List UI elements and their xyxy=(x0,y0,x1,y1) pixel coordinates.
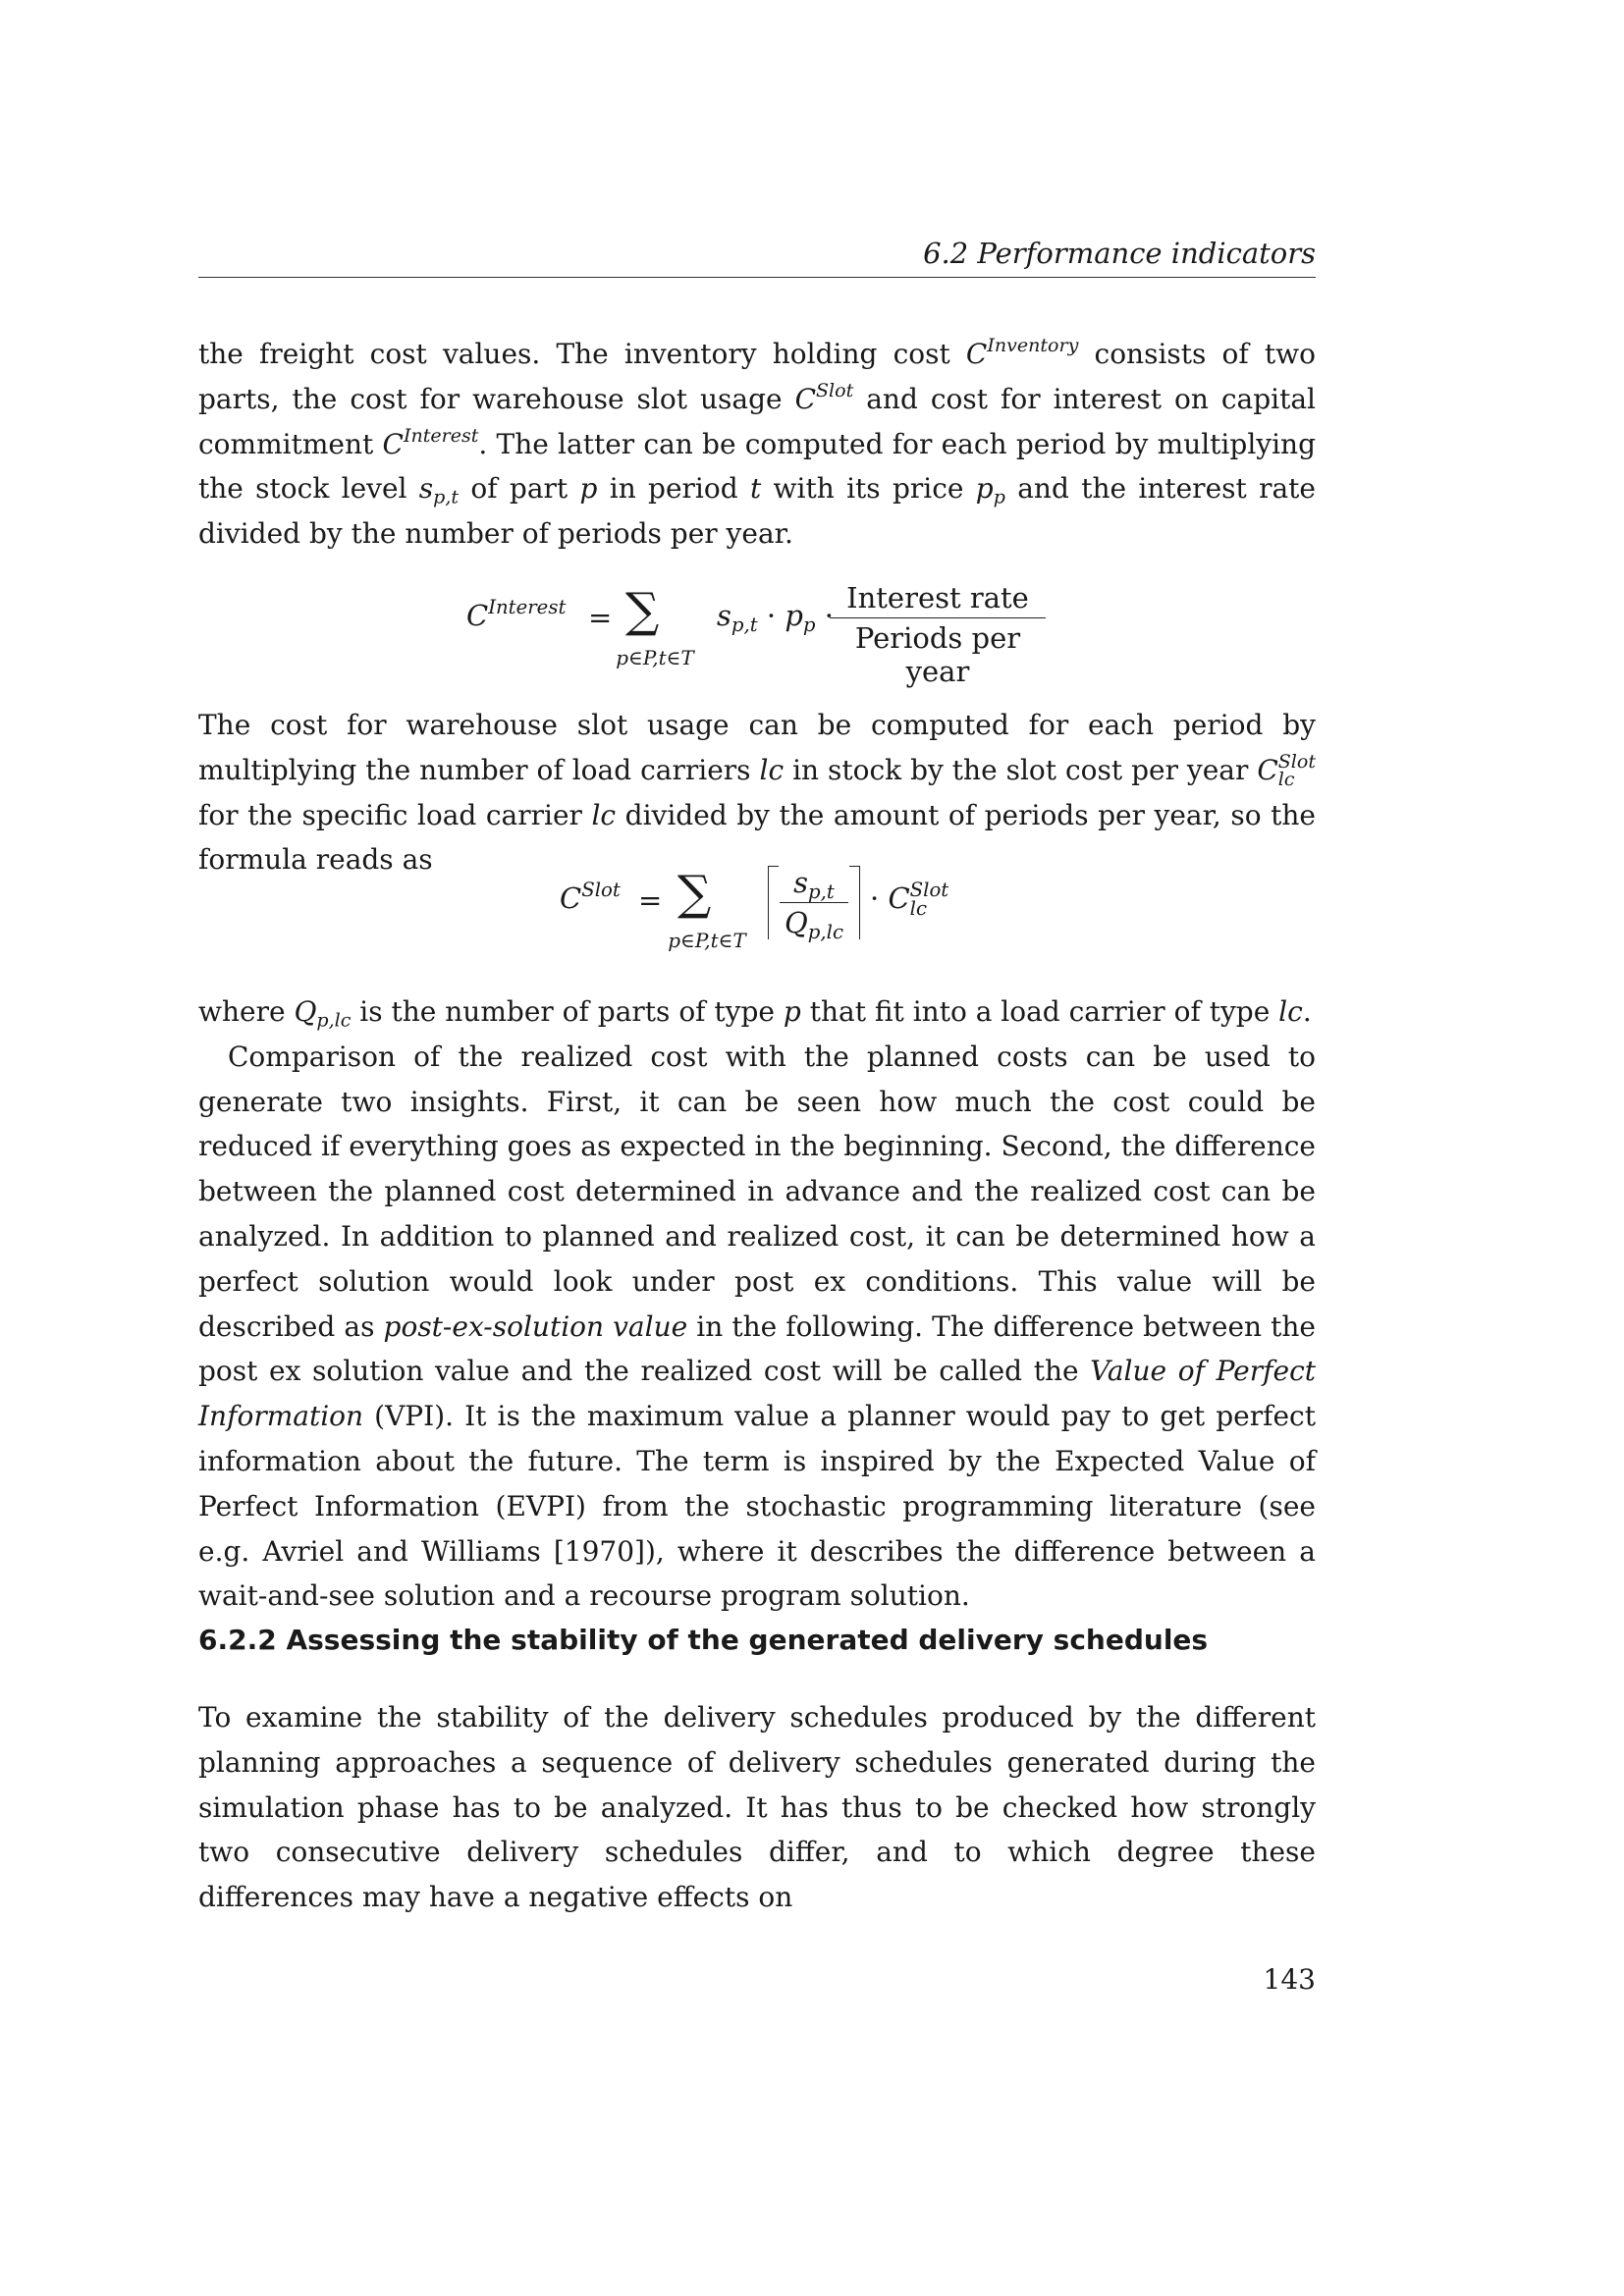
equation-interest-cost xyxy=(466,581,1056,688)
equation-slot-cost xyxy=(560,864,972,972)
ceiling-left xyxy=(768,866,779,939)
eq2-tail xyxy=(870,881,948,919)
sum-symbol: ∑ xyxy=(625,583,660,638)
math-subscript: p xyxy=(993,487,1005,509)
math-sup-sub-stack xyxy=(1277,751,1316,791)
fraction-bar xyxy=(830,617,1046,618)
text: Comparison of the realized cost with the planned costs can be used to generate two insights. First, it can be seen how much the cost could be reduced if everything goes as expected in the beginning. Second, the difference between the planned cost determined in advance and the realized cost can be analyzed. In addition to planned and realized cost, it can be determined how a perfect solution would look under post ex conditions. This value will be described as xyxy=(198,1040,1316,1343)
text: and cost for interest on capital commitment xyxy=(198,382,1317,460)
eq2-ceiling-bracket xyxy=(768,866,860,943)
paragraph-5: To examine the stability of the delivery schedules produced by the different planning approaches a sequence of delivery schedules generated during the simulation phase has to be analyzed. It has thus to be checked how strongly two consecutive delivery schedules differ, and to which degree these differences may have a negative effects on xyxy=(198,1701,1316,1914)
text: in period xyxy=(597,472,750,506)
eq2-fraction xyxy=(780,866,848,943)
text: that fit into a load carrier of type xyxy=(800,995,1279,1028)
math-subscript: lc xyxy=(909,896,927,920)
math-symbol: p xyxy=(975,472,994,506)
emphasis: Value of Perfect Information xyxy=(198,1355,1316,1433)
math-superscript: Interest xyxy=(488,595,567,618)
text: for the specific load carrier xyxy=(198,798,592,831)
math-symbol: C xyxy=(965,338,988,370)
math-symbol: p xyxy=(783,995,801,1028)
math-symbol: p xyxy=(785,599,803,632)
math-subscript: p,t xyxy=(433,487,460,509)
text: . The latter can be computed for each period by multiplying the stock level xyxy=(198,427,1316,506)
math-symbol: Q xyxy=(294,995,317,1028)
math-symbol: C xyxy=(466,599,489,632)
math-subscript: p,lc xyxy=(316,1009,352,1032)
math-symbol: C xyxy=(1257,753,1278,786)
text: where xyxy=(198,995,295,1028)
math-subscript: p,t xyxy=(731,613,758,636)
text: the freight cost values. The inventory holding cost xyxy=(198,338,966,370)
math-subscript: p xyxy=(802,613,816,636)
math-superscript: Slot xyxy=(581,878,621,901)
paragraph-1 xyxy=(198,332,1316,557)
text: divided by the amount of periods per year, so the formula reads as xyxy=(198,798,1316,877)
text: is the number of parts of type xyxy=(351,995,784,1028)
text: and the interest rate divided by the number of periods per year. xyxy=(198,472,1316,551)
text: . xyxy=(1302,995,1312,1028)
paragraph-1-block xyxy=(198,332,1316,557)
math-superscript: Slot xyxy=(909,879,949,902)
eq1-fraction xyxy=(830,581,1046,688)
page-number: 143 xyxy=(1263,1963,1316,1996)
eq2-lhs xyxy=(560,878,621,915)
text: of part xyxy=(459,472,580,506)
paragraph-2 xyxy=(198,703,1316,882)
paragraph-3-4-block xyxy=(198,989,1316,1619)
math-symbol: C xyxy=(888,881,910,915)
math-subscript: p,t xyxy=(808,880,835,903)
math-symbol: lc xyxy=(759,753,785,786)
math-symbol: p xyxy=(579,472,598,506)
math-subscript: p,lc xyxy=(807,920,843,943)
math-symbol: s xyxy=(793,866,809,899)
running-head: 6.2 Performance indicators xyxy=(923,237,1316,270)
text: (VPI). It is the maximum value a planner would pay to get perfect information about the future. The term is inspired by the Expected Value of Perfect Information (EVPI) from the stochastic programming literature (see e.g. Avriel and Williams [1970]), where it describes the difference between a wait-and-see solution and a recourse program solution. xyxy=(198,1400,1316,1613)
math-symbol: lc xyxy=(1278,995,1303,1028)
paragraph-4 xyxy=(198,1035,1316,1619)
paragraph-3 xyxy=(198,989,1316,1035)
fraction-numerator: Interest rate xyxy=(846,581,1029,614)
eq1-term xyxy=(717,599,834,636)
math-symbol: s xyxy=(418,472,434,506)
text: consists of two parts, the cost for warehouse slot usage xyxy=(198,338,1316,415)
math-operator: · xyxy=(870,881,880,915)
emphasis: post-ex-solution value xyxy=(383,1309,688,1343)
math-superscript: Inventory xyxy=(987,335,1079,357)
fraction-denominator xyxy=(780,906,848,943)
sum-index: p∈P,t∈T xyxy=(616,646,694,669)
math-symbol: C xyxy=(382,427,404,460)
paragraph-2-block xyxy=(198,703,1316,882)
math-superscript: Slot xyxy=(816,380,854,401)
header-rule xyxy=(198,277,1316,278)
math-symbol: C xyxy=(560,881,582,915)
math-symbol: lc xyxy=(591,798,617,831)
math-symbol: C xyxy=(794,382,816,415)
ceiling-right xyxy=(849,866,860,939)
math-superscript: Slot xyxy=(1277,751,1316,774)
math-symbol: Q xyxy=(785,906,808,939)
math-operator: · xyxy=(766,599,777,632)
sum-symbol: ∑ xyxy=(677,866,712,921)
eq2-equals: = xyxy=(638,883,663,917)
eq1-lhs xyxy=(466,595,567,632)
math-symbol: t xyxy=(749,472,762,506)
eq1-equals: = xyxy=(588,601,613,634)
math-subscript: lc xyxy=(1277,769,1295,791)
text: with its price xyxy=(761,472,976,506)
text: The cost for warehouse slot usage can be computed for each period by multiplying the number of load carriers xyxy=(198,709,1316,786)
math-operator: · xyxy=(824,599,834,632)
section-heading: 6.2.2 Assessing the stability of the generated delivery schedules xyxy=(198,1624,1209,1656)
text: in the following. The difference between the post ex solution value and the realized cost will be called the xyxy=(198,1309,1316,1388)
math-sup-sub-stack xyxy=(910,881,949,918)
fraction-numerator xyxy=(780,866,848,903)
math-symbol: s xyxy=(717,599,731,632)
sum-index: p∈P,t∈T xyxy=(668,929,746,952)
math-superscript: Interest xyxy=(403,424,479,447)
fraction-denominator: Periods per year xyxy=(854,621,1021,688)
text: in stock by the slot cost per year xyxy=(784,753,1258,786)
paragraph-5-block xyxy=(198,1695,1316,1920)
